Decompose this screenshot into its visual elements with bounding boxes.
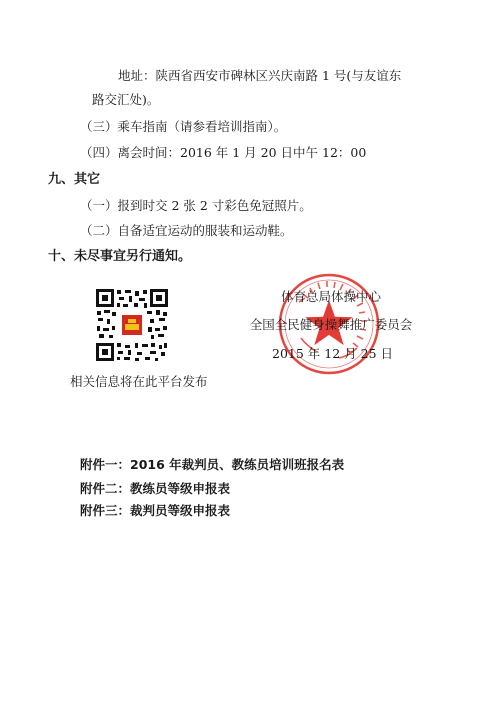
clothing-requirement-item: （二）自备适宜运动的服装和运动鞋。	[80, 223, 293, 238]
photo-requirement-item: （一）报到时交 2 张 2 寸彩色免冠照片。	[80, 198, 312, 213]
section-ten-heading: 十、未尽事宜另行通知。	[48, 249, 192, 264]
departure-time-item: （四）离会时间：2016 年 1 月 20 日中午 12：00	[80, 145, 367, 160]
signature-org-1: 体育总局体操中心	[280, 289, 381, 304]
transport-guide-item: （三）乘车指南（请参看培训指南）。	[80, 119, 287, 134]
attachment-item-2: 附件二：教练员等级申报表	[80, 481, 231, 496]
signature-org-2: 全国全民健身操舞推广委员会	[249, 317, 413, 332]
address-line-2: 路交汇处)。	[92, 92, 160, 107]
qr-code-image	[95, 288, 169, 362]
signature-date: 2015 年 12 月 25 日	[272, 346, 393, 361]
attachment-item-1: 附件一：2016 年裁判员、教练员培训班报名表	[80, 457, 345, 472]
qr-caption: 相关信息将在此平台发布	[70, 374, 208, 389]
section-nine-heading: 九、其它	[48, 172, 101, 187]
attachment-item-3: 附件三：裁判员等级申报表	[80, 503, 231, 518]
address-line-1: 地址：陕西省西安市碑林区兴庆南路 1 号(与友谊东	[118, 68, 402, 83]
